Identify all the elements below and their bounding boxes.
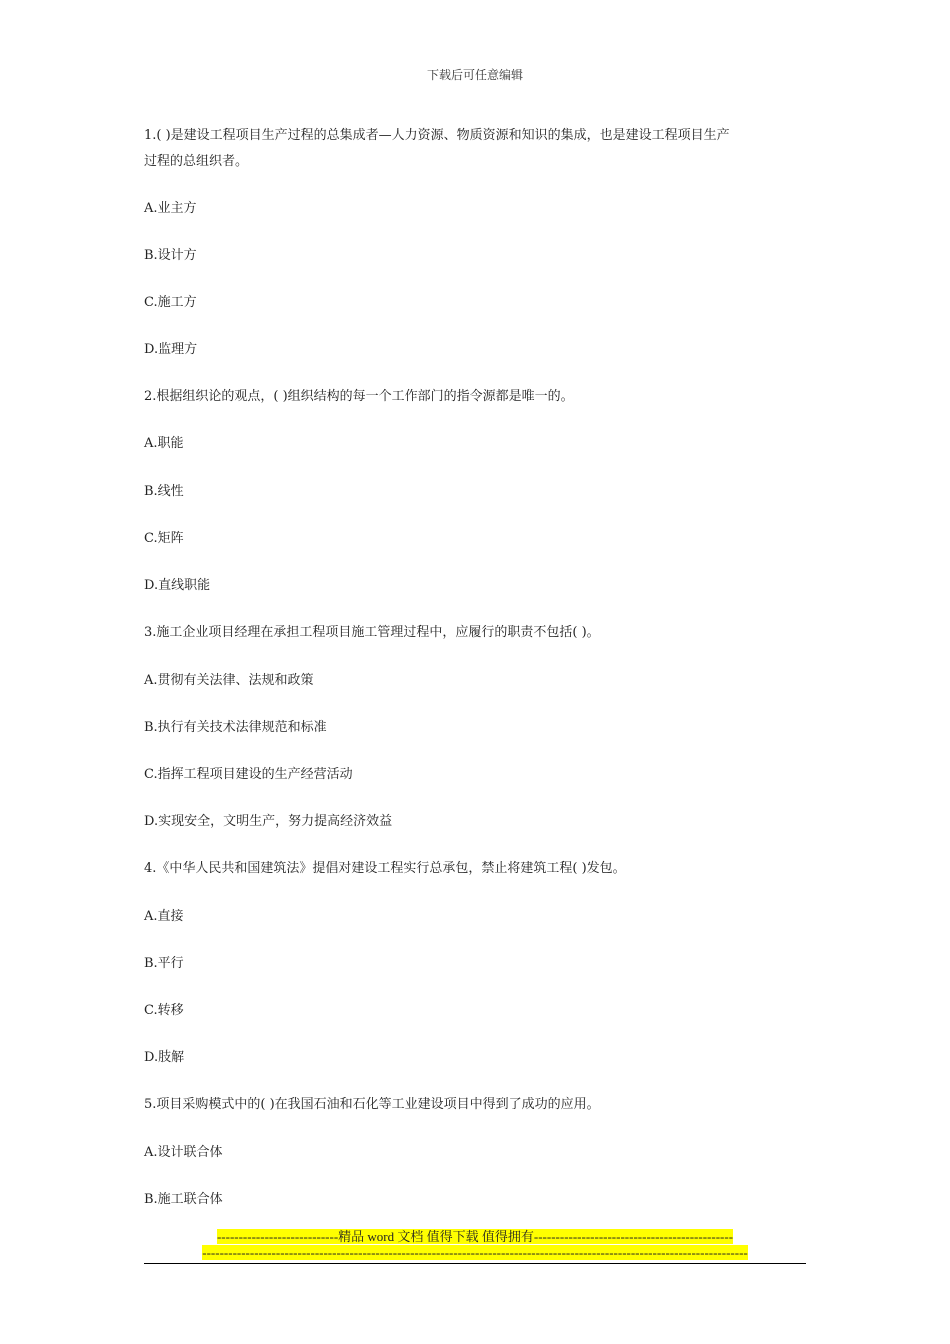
q3-option-b: B.执行有关技术法律规范和标准	[144, 720, 327, 735]
question-2: 2.根据组织论的观点，( )组织结构的每一个工作部门的指令源都是唯一的。	[144, 389, 574, 404]
question-3: 3.施工企业项目经理在承担工程项目施工管理过程中，应履行的职责不包括( )。	[144, 625, 600, 640]
q1-option-b: B.设计方	[144, 248, 197, 263]
footer-banner-line-1	[0, 1229, 950, 1245]
q5-option-b: B.施工联合体	[144, 1192, 223, 1207]
q3-option-d: D.实现安全，文明生产，努力提高经济效益	[144, 814, 393, 829]
q4-option-b: B.平行	[144, 956, 184, 971]
q1-option-c: C.施工方	[144, 295, 197, 310]
footer-banner-dashes: ------------------------------------------------------------------------------------------------------------------------------	[202, 1245, 748, 1260]
q4-option-d: D.肢解	[144, 1050, 185, 1065]
q3-option-c: C.指挥工程项目建设的生产经营活动	[144, 767, 353, 782]
question-1-line-2: 过程的总组织者。	[144, 154, 249, 169]
question-4: 4.《中华人民共和国建筑法》提倡对建设工程实行总承包，禁止将建筑工程( )发包。	[144, 861, 626, 876]
footer-banner-text: ----------------------------精品 word 文档 值得下载 值得拥有----------------------------------------------	[216, 1229, 734, 1244]
question-5: 5.项目采购模式中的( )在我国石油和石化等工业建设项目中得到了成功的应用。	[144, 1097, 600, 1112]
q4-option-c: C.转移	[144, 1003, 184, 1018]
q4-option-a: A.直接	[144, 909, 184, 924]
q2-option-a: A.职能	[144, 436, 184, 451]
q5-option-a: A.设计联合体	[144, 1145, 223, 1160]
q2-option-b: B.线性	[144, 484, 184, 499]
page-header: 下载后可任意编辑	[426, 68, 523, 82]
question-1-line-1: 1.( )是建设工程项目生产过程的总集成者—人力资源、物质资源和知识的集成，也是建设工程项目生产	[144, 128, 730, 143]
q1-option-d: D.监理方	[144, 342, 198, 357]
footer-rule	[144, 1263, 806, 1264]
q3-option-a: A.贯彻有关法律、法规和政策	[144, 673, 314, 688]
q1-option-a: A.业主方	[144, 201, 197, 216]
q2-option-c: C.矩阵	[144, 531, 184, 546]
q2-option-d: D.直线职能	[144, 578, 211, 593]
footer-banner-line-2	[0, 1245, 950, 1261]
